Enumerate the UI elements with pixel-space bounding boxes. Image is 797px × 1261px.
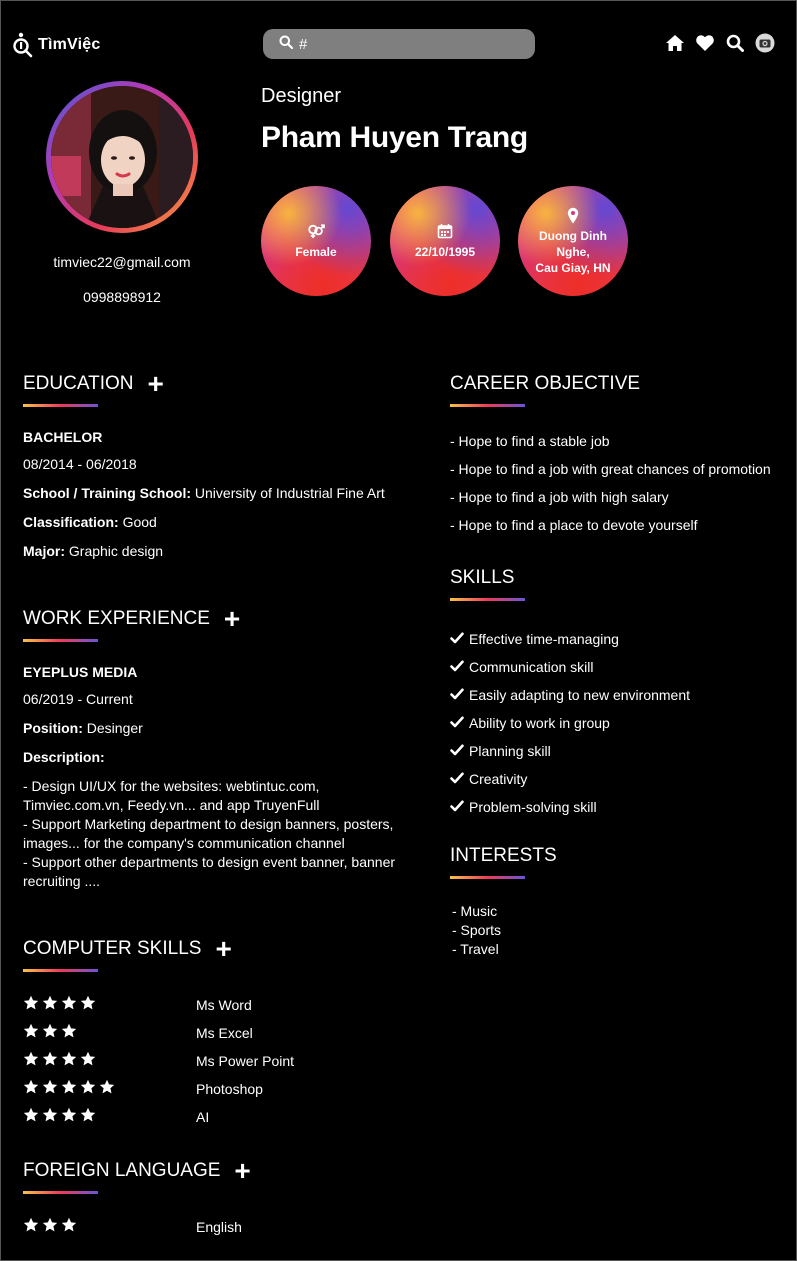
- home-icon[interactable]: [665, 33, 685, 53]
- skills-heading: [450, 567, 514, 589]
- work-underline: [23, 639, 98, 642]
- birthday-value: 22/10/1995: [414, 245, 476, 259]
- skill-item: [450, 681, 690, 709]
- check-icon: [450, 687, 464, 703]
- career-item: - Hope to find a place to devote yourself: [450, 517, 698, 533]
- star-icon: [61, 995, 77, 1011]
- work-position: [23, 719, 143, 737]
- skills-list: [450, 625, 690, 821]
- career-item: - Hope to find a job with high salary: [450, 489, 669, 505]
- star-icon: [23, 1107, 39, 1123]
- interest-item: - Travel: [452, 941, 499, 957]
- interests-heading: [450, 845, 557, 867]
- star-icon: [42, 1079, 58, 1095]
- star-icon: [80, 1079, 96, 1095]
- education-degree: BACHELOR: [23, 429, 103, 445]
- camera-icon[interactable]: [755, 33, 775, 53]
- add-work-button[interactable]: +: [223, 603, 241, 634]
- school-label: School / Training School:: [23, 485, 192, 501]
- computer-skills-underline: [23, 969, 98, 972]
- birthday-badge: [390, 186, 500, 296]
- position-label: Position:: [23, 720, 83, 736]
- career-title: CAREER OBJECTIVE: [450, 373, 641, 394]
- star-icon: [42, 1051, 58, 1067]
- star-icon: [42, 1107, 58, 1123]
- computer-skills-list: [23, 995, 403, 1135]
- star-icon: [42, 1023, 58, 1039]
- career-heading: [450, 373, 640, 395]
- education-period: 08/2014 - 06/2018: [23, 456, 137, 472]
- gender-value: Female: [295, 245, 337, 259]
- skill-name: Ms Power Point: [196, 1053, 295, 1069]
- address-line-2: Cau Giay, HN: [535, 261, 611, 275]
- star-rating: [23, 1107, 403, 1123]
- logo[interactable]: [12, 31, 100, 59]
- check-icon: [450, 631, 464, 647]
- check-icon: [450, 743, 464, 759]
- search-bar[interactable]: [263, 29, 535, 59]
- skill-item: [450, 765, 690, 793]
- phone[interactable]: 0998898912: [83, 289, 161, 305]
- star-icon: [61, 1217, 77, 1233]
- work-description: [23, 777, 423, 891]
- computer-skill-row: [23, 1023, 403, 1051]
- interests-list: [452, 902, 501, 959]
- major-value: Graphic design: [65, 543, 164, 559]
- calendar-icon: [437, 222, 453, 240]
- work-title: WORK EXPERIENCE: [23, 608, 210, 629]
- interest-item: - Music: [452, 903, 498, 919]
- career-item: - Hope to find a job with great chances of promotion: [450, 461, 771, 477]
- skill-item: [450, 653, 690, 681]
- skill-name: Photoshop: [196, 1081, 263, 1097]
- career-item: - Hope to find a stable job: [450, 433, 610, 449]
- job-role: Designer: [261, 85, 342, 107]
- add-computer-skill-button[interactable]: +: [215, 933, 232, 964]
- check-icon: [450, 659, 464, 675]
- computer-skill-row: [23, 1079, 403, 1107]
- search-input[interactable]: [299, 36, 519, 53]
- gender-badge: [261, 186, 371, 296]
- check-icon: [450, 771, 464, 787]
- star-icon: [61, 1051, 77, 1067]
- skill-label: Creativity: [469, 771, 528, 787]
- star-icon: [23, 1217, 39, 1233]
- skill-label: Effective time-managing: [469, 631, 619, 647]
- skill-name: Ms Excel: [196, 1025, 253, 1041]
- star-icon: [61, 1023, 77, 1039]
- skill-label: Ability to work in group: [469, 715, 610, 731]
- interest-item: - Sports: [452, 922, 502, 938]
- work-period: 06/2019 - Current: [23, 691, 133, 707]
- description-line: Timviec.com.vn, Feedy.vn... and app TruyenFull: [23, 797, 320, 813]
- top-nav-icons: [665, 33, 775, 53]
- skill-name: Ms Word: [196, 997, 252, 1013]
- work-company: EYEPLUS MEDIA: [23, 664, 138, 680]
- search-icon[interactable]: [725, 33, 745, 53]
- skill-item: [450, 625, 690, 653]
- gender-icon: [307, 222, 325, 240]
- page-title: Pham Huyen Trang: [261, 121, 528, 154]
- star-icon: [23, 995, 39, 1011]
- avatar[interactable]: [46, 81, 198, 233]
- logo-text: TìmViệc: [38, 36, 101, 53]
- logo-icon: [12, 31, 34, 59]
- star-icon: [23, 1051, 39, 1067]
- interests-title: INTERESTS: [450, 845, 557, 866]
- address-badge: [518, 186, 628, 296]
- description-label: Description:: [23, 749, 105, 765]
- star-icon: [23, 1023, 39, 1039]
- description-line: images... for the company's communication channel: [23, 835, 345, 851]
- description-line: - Support Marketing department to design banners, posters,: [23, 816, 394, 832]
- description-line: - Design UI/UX for the websites: webtintuc.com,: [23, 778, 320, 794]
- education-title: EDUCATION: [23, 373, 134, 394]
- computer-skill-row: [23, 1051, 403, 1079]
- check-icon: [450, 799, 464, 815]
- classification-label: Classification:: [23, 514, 119, 530]
- language-name: English: [196, 1219, 242, 1235]
- skills-title: SKILLS: [450, 567, 515, 588]
- skill-item: [450, 709, 690, 737]
- check-icon: [450, 715, 464, 731]
- computer-skill-row: [23, 1107, 403, 1135]
- avatar-photo: [51, 86, 193, 228]
- star-icon: [42, 995, 58, 1011]
- interests-underline: [450, 876, 525, 879]
- star-icon: [80, 1051, 96, 1067]
- computer-skill-row: [23, 995, 403, 1023]
- address-line-1: Duong Dinh Nghe,: [539, 229, 607, 259]
- computer-skills-heading: [23, 933, 232, 964]
- star-icon: [23, 1079, 39, 1095]
- add-education-button[interactable]: +: [147, 368, 164, 399]
- foreign-language-heading: [23, 1155, 251, 1186]
- skill-item: [450, 793, 690, 821]
- skill-item: [450, 737, 690, 765]
- position-value: Desinger: [82, 720, 143, 736]
- language-list: [23, 1217, 403, 1245]
- skill-label: Problem-solving skill: [469, 799, 597, 815]
- skill-name: AI: [196, 1109, 210, 1125]
- education-major: [23, 542, 163, 560]
- skill-label: Easily adapting to new environment: [469, 687, 691, 703]
- star-icon: [42, 1217, 58, 1233]
- skill-label: Communication skill: [469, 659, 594, 675]
- language-row: [23, 1217, 403, 1245]
- education-school: [23, 484, 385, 502]
- school-value: University of Industrial Fine Art: [191, 485, 385, 501]
- description-line: - Support other departments to design event banner, banner: [23, 854, 396, 870]
- foreign-language-underline: [23, 1191, 98, 1194]
- location-pin-icon: [567, 206, 579, 224]
- heart-icon[interactable]: [695, 33, 715, 53]
- skill-label: Planning skill: [469, 743, 551, 759]
- career-underline: [450, 404, 525, 407]
- education-heading: [23, 368, 164, 399]
- skills-underline: [450, 598, 525, 601]
- star-icon: [61, 1079, 77, 1095]
- star-icon: [80, 1107, 96, 1123]
- education-underline: [23, 404, 98, 407]
- work-heading: [23, 603, 241, 634]
- add-language-button[interactable]: +: [234, 1155, 251, 1186]
- education-classification: [23, 513, 157, 531]
- major-label: Major:: [23, 543, 65, 559]
- classification-value: Good: [118, 514, 157, 530]
- star-icon: [99, 1079, 115, 1095]
- email[interactable]: timviec22@gmail.com: [53, 254, 191, 270]
- description-line: recruiting ....: [23, 873, 101, 889]
- star-icon: [80, 995, 96, 1011]
- search-icon: [279, 35, 293, 54]
- foreign-language-title: FOREIGN LANGUAGE: [23, 1160, 221, 1181]
- computer-skills-title: COMPUTER SKILLS: [23, 938, 202, 959]
- star-icon: [61, 1107, 77, 1123]
